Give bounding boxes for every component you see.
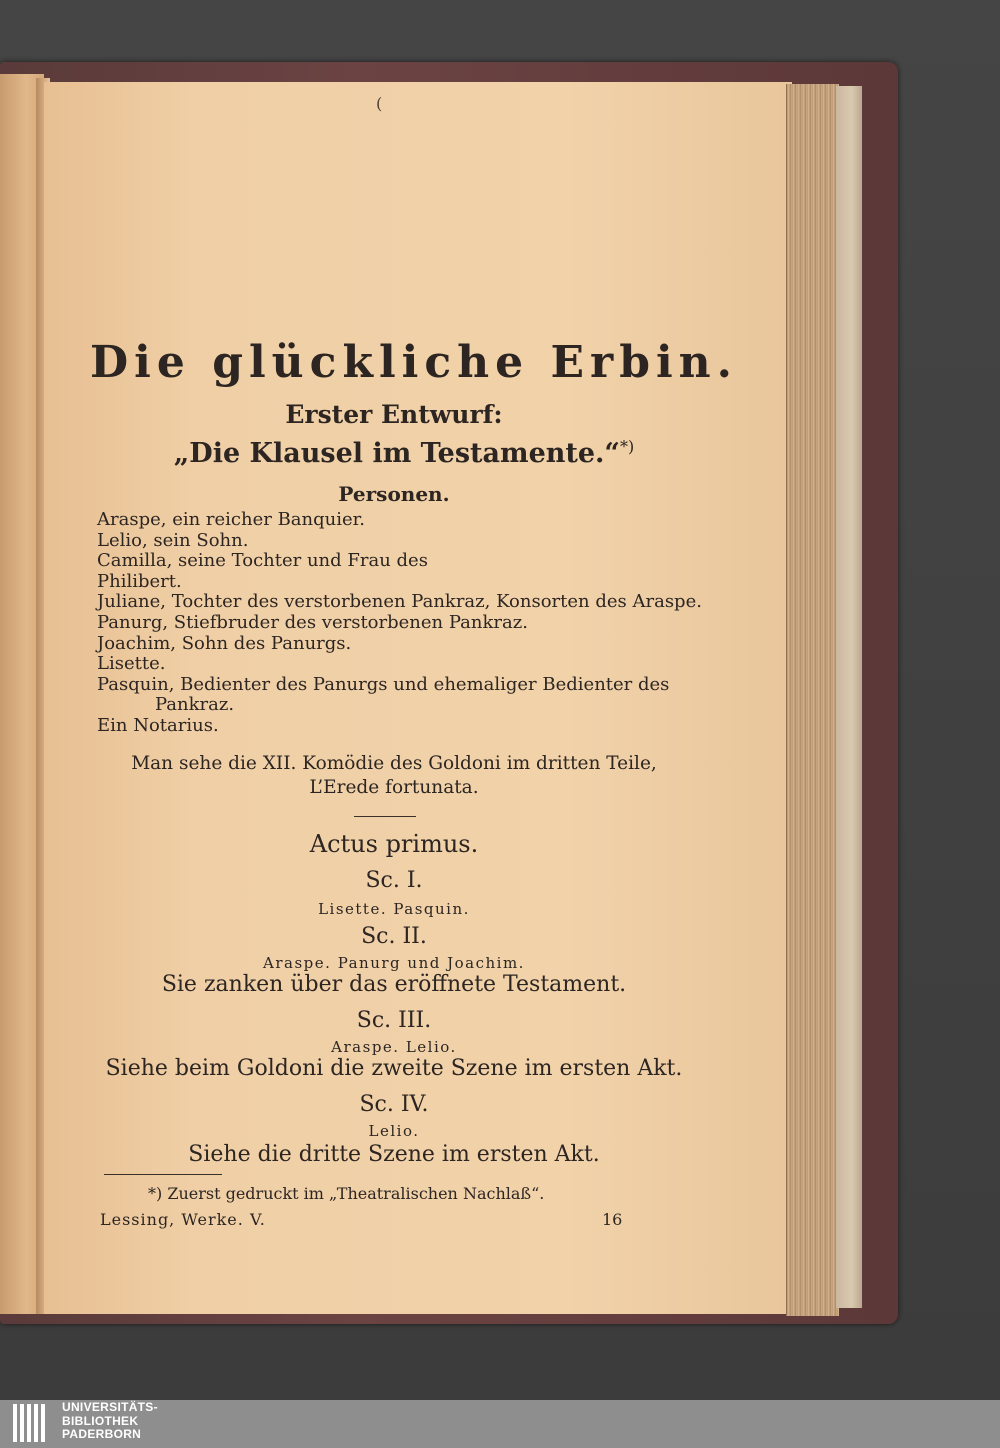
personen-heading: Personen. bbox=[338, 482, 450, 506]
footnote-rule bbox=[104, 1174, 222, 1175]
library-name bbox=[62, 1401, 158, 1442]
scene-roles: Araspe. Panurg und Joachim. bbox=[263, 954, 525, 972]
cast-line: Panurg, Stiefbruder des verstorbenen Pankraz. bbox=[97, 611, 528, 633]
scene-label: Sc. III. bbox=[356, 1008, 432, 1033]
cast-line: Camilla, seine Tochter und Frau des bbox=[97, 550, 428, 572]
divider-rule bbox=[354, 816, 416, 817]
draft-heading: Erster Entwurf: bbox=[285, 400, 503, 429]
draft-title-text: „Die Klausel im Testamente.“ bbox=[173, 438, 620, 469]
back-board bbox=[836, 86, 862, 1308]
scene-text: Siehe beim Goldoni die zweite Szene im ersten Akt. bbox=[105, 1056, 683, 1081]
cast-line: Lisette. bbox=[97, 653, 166, 675]
page-mark: ( bbox=[376, 94, 383, 113]
cast-line: Pankraz. bbox=[155, 694, 235, 716]
scene-roles: Lisette. Pasquin. bbox=[318, 900, 470, 918]
page-edges bbox=[786, 84, 839, 1316]
source-note-line: L’Erede fortunata. bbox=[309, 777, 479, 798]
cast-line: Philibert. bbox=[97, 570, 182, 592]
page-number: 16 bbox=[602, 1210, 623, 1229]
running-footer: Lessing, Werke. V. bbox=[100, 1210, 266, 1229]
cast-line: Ein Notarius. bbox=[97, 714, 219, 736]
library-name-line: PADERBORN bbox=[62, 1427, 142, 1441]
cast-line: Lelio, sein Sohn. bbox=[97, 529, 249, 551]
footnote: *) Zuerst gedruckt im „Theatralischen Nachlaß“. bbox=[148, 1184, 545, 1203]
scene-roles: Lelio. bbox=[368, 1122, 420, 1140]
play-title: Die glückliche Erbin. bbox=[90, 337, 738, 388]
library-name-line: BIBLIOTHEK bbox=[62, 1413, 139, 1428]
source-note bbox=[44, 752, 744, 800]
source-note-line: Man sehe die XII. Komödie des Goldoni im dritten Teile, bbox=[131, 753, 657, 774]
scene-roles: Araspe. Lelio. bbox=[331, 1038, 457, 1056]
scene-label: Sc. IV. bbox=[359, 1092, 429, 1117]
scene-label: Sc. I. bbox=[365, 868, 423, 893]
library-logo-icon bbox=[12, 1402, 46, 1444]
act-heading: Actus primus. bbox=[309, 830, 479, 858]
draft-title bbox=[54, 437, 754, 469]
cast-list bbox=[97, 509, 702, 737]
cast-line: Araspe, ein reicher Banquier. bbox=[97, 509, 366, 530]
footnote-marker: *) bbox=[619, 437, 635, 456]
cast-line: Pasquin, Bedienter des Panurgs und ehemaliger Bedienter des bbox=[97, 673, 670, 695]
page-content bbox=[44, 82, 792, 1314]
library-name-line: UNIVERSITÄTS- bbox=[62, 1400, 158, 1414]
scene-text: Sie zanken über das eröffnete Testament. bbox=[161, 972, 627, 997]
scene-text: Siehe die dritte Szene im ersten Akt. bbox=[188, 1142, 600, 1167]
cast-line: Joachim, Sohn des Panurgs. bbox=[97, 632, 352, 654]
scene-label: Sc. II. bbox=[361, 924, 427, 949]
cast-line: Juliane, Tochter des verstorbenen Pankraz, Konsorten des Araspe. bbox=[97, 591, 702, 613]
